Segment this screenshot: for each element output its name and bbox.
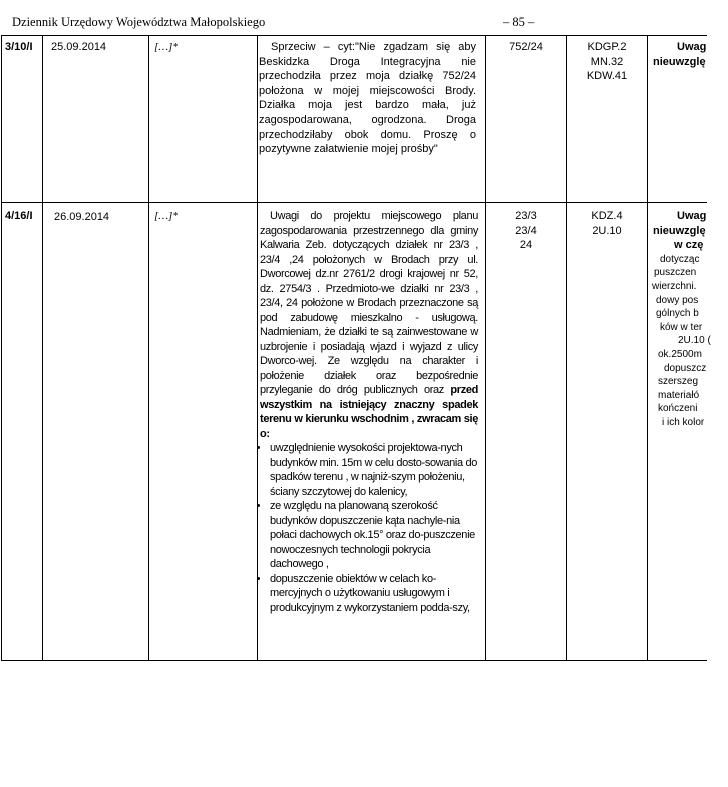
- remark-id: 3/10/I: [5, 41, 33, 53]
- column-divider: [257, 36, 258, 660]
- resolution-line: gólnych b: [656, 308, 699, 320]
- page-number: – 85 –: [503, 15, 535, 29]
- remark-id: 4/16/I: [5, 210, 33, 222]
- designation: MN.32: [590, 55, 624, 68]
- journal-title: Dziennik Urzędowy Województwa Małopolskiego: [12, 15, 266, 29]
- resolution: [648, 209, 728, 430]
- resolution-line: nieuwzglę: [653, 224, 706, 237]
- column-divider: [566, 36, 567, 660]
- resolution-line: szerszeg: [658, 376, 699, 388]
- resolution-line: nieuwzglę: [653, 55, 706, 68]
- remark-description: Sprzeciw – cyt:"Nie zgadzam się aby Beskidzka Droga Integracyjna nie przechodziła przez moja działkę 752/24 położona w mojej miejscowości Brody. Działka moja jest bardzo mała, już zagospodarowana, ogrodzona. Droga przechodziłaby obok domu. Proszę o pozytywne załatwienie mojej prośby": [259, 41, 476, 156]
- description-text: Uwagi do projektu miejscowego planu zagospodarowania przestrzennego dla gminy Kalwaria Zeb. dotyczących działek nr 23/3 , 23/4 ,24 położonych w Brodach przy ul. Dworcowej dz.nr 2761/2 drogi krajowej nr 52, dz. 2754/3 . Przedmioto-we działki nr 23/3 , 23/4, 24 położone w Brodach przeznaczone są pod zabudowę mieszkalno - usługową. Nadmieniam, że działki te są zainwestowane w uzbrojenie i posiadają wjazd i wyjazd z ulicy Dworco-wej. Ze względu na charakter i położenie działek oraz bezpośrednie przyleganie do dróg publicznych oraz: [260, 210, 478, 396]
- resolution-line: wierzchni.: [652, 280, 697, 292]
- resolution-line: w czę: [674, 239, 704, 252]
- resolution-line: materiałó: [658, 389, 700, 401]
- plan-designations: [567, 40, 647, 84]
- parcel-number: 24: [519, 239, 533, 252]
- column-divider: [42, 36, 43, 660]
- designation: KDW.41: [586, 70, 628, 83]
- plan-designations: [567, 209, 647, 238]
- remark-date: 26.09.2014: [54, 211, 110, 223]
- resolution-line: 2U.10 (: [678, 335, 711, 347]
- resolution-line: ków w ter: [660, 321, 703, 333]
- designation: KDGP.2: [587, 41, 627, 53]
- parcel-number: 752/24: [509, 41, 543, 53]
- requests-list: [260, 441, 478, 615]
- resolution-line: dopuszcz: [664, 362, 707, 374]
- designation: KDZ.4: [591, 210, 623, 222]
- submitter-redacted: […]*: [154, 210, 178, 222]
- resolution-line: Uwag: [677, 41, 707, 53]
- row-divider: [1, 202, 707, 203]
- resolution-line: puszczen: [654, 267, 697, 279]
- list-item: • dopuszczenie obiektów w celach ko-mercyjnych o użytkowaniu usługowym i produkcyjnym z wykorzystaniem podda-szy,: [270, 572, 478, 616]
- resolution-line: kończeni: [658, 403, 698, 415]
- remark-description: [260, 209, 478, 615]
- resolution-line: dowy pos: [656, 294, 699, 306]
- parcel-numbers: [486, 209, 566, 253]
- list-item: • uwzględnienie wysokości projektowa-nych budynków min. 15m w celu dosto-sowania do spadków terenu , w najniż-szym położeniu, ściany szczytowej do kalenicy,: [270, 441, 478, 499]
- remark-date: 25.09.2014: [51, 41, 107, 53]
- description-emphasis: przed wszystkim na istniejący znaczny spadek terenu w kierunku wschodnim , zwracam się o:: [260, 384, 478, 440]
- table-border-left: [1, 36, 2, 660]
- column-divider: [148, 36, 149, 660]
- designation: 2U.10: [592, 224, 622, 237]
- remarks-table: [1, 35, 711, 661]
- resolution-line: Uwag: [677, 210, 707, 222]
- resolution-line: i ich kolor: [662, 416, 705, 428]
- resolution-line: ok.2500m: [658, 348, 702, 360]
- parcel-number: 23/3: [515, 210, 537, 222]
- column-divider: [485, 36, 486, 660]
- parcel-number: 23/4: [515, 224, 537, 237]
- list-item: • ze względu na planowaną szerokość budynków dopuszczenie kąta nachyle-nia połaci dachowych ok.15° oraz do-puszczenie nowoczesnych technologii pokrycia dachowego ,: [270, 499, 478, 572]
- submitter-redacted: […]*: [154, 41, 178, 53]
- resolution: [648, 40, 728, 69]
- resolution-line: dotycząc: [660, 253, 700, 265]
